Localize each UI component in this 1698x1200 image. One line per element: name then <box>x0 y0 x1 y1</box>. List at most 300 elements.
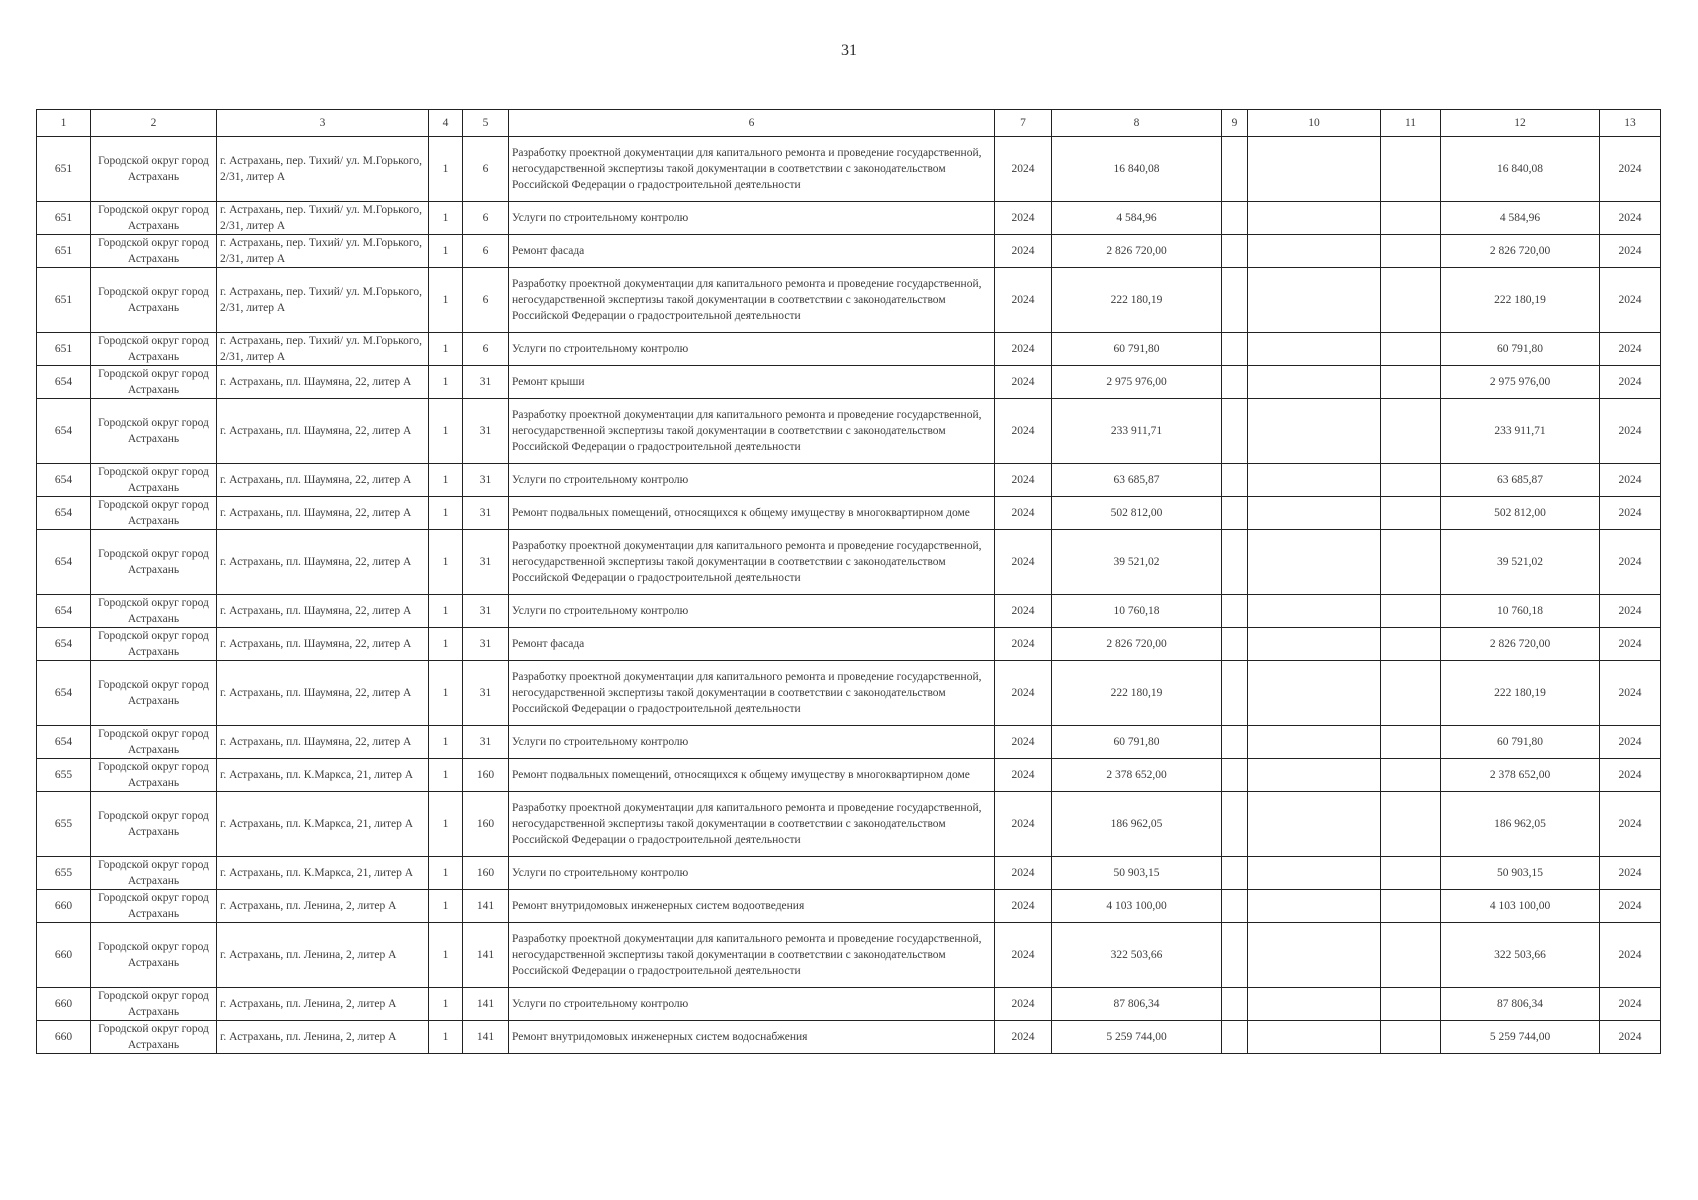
cell-completion-year: 2024 <box>1600 595 1661 628</box>
cell-col5: 31 <box>463 595 509 628</box>
cell-col10 <box>1248 235 1381 268</box>
cell-total-cost: 186 962,05 <box>1052 792 1222 857</box>
cell-address: г. Астрахань, пл. Ленина, 2, литер А <box>217 988 429 1021</box>
cell-house-id: 660 <box>37 988 91 1021</box>
header-row <box>37 110 1661 137</box>
cell-year: 2024 <box>995 726 1052 759</box>
cell-col5: 160 <box>463 759 509 792</box>
cell-year: 2024 <box>995 661 1052 726</box>
cell-fund-cost: 87 806,34 <box>1441 988 1600 1021</box>
cell-house-id: 655 <box>37 857 91 890</box>
cell-year: 2024 <box>995 1021 1052 1054</box>
cell-year: 2024 <box>995 988 1052 1021</box>
page-number: 31 <box>841 42 857 59</box>
column-header: 7 <box>995 110 1052 137</box>
cell-col4: 1 <box>429 268 463 333</box>
cell-col4: 1 <box>429 923 463 988</box>
column-header: 5 <box>463 110 509 137</box>
cell-col11 <box>1381 137 1441 202</box>
cell-address: г. Астрахань, пер. Тихий/ ул. М.Горького, 2/31, литер А <box>217 202 429 235</box>
cell-work-type: Разработку проектной документации для капитального ремонта и проведение государственной, негосударственной экспертизы такой документации в соответствии с законодательством Российской Федерации о градостроительной деятельности <box>509 268 995 333</box>
cell-address: г. Астрахань, пл. Шаумяна, 22, литер А <box>217 530 429 595</box>
cell-col11 <box>1381 497 1441 530</box>
cell-municipality: Городской округ город Астрахань <box>91 595 217 628</box>
cell-col10 <box>1248 628 1381 661</box>
cell-col4: 1 <box>429 1021 463 1054</box>
table-row <box>37 792 1661 857</box>
table-row <box>37 202 1661 235</box>
cell-completion-year: 2024 <box>1600 366 1661 399</box>
cell-address: г. Астрахань, пл. Шаумяна, 22, литер А <box>217 661 429 726</box>
cell-col4: 1 <box>429 464 463 497</box>
table-row <box>37 137 1661 202</box>
cell-col5: 31 <box>463 530 509 595</box>
table-row <box>37 923 1661 988</box>
cell-work-type: Разработку проектной документации для капитального ремонта и проведение государственной, негосударственной экспертизы такой документации в соответствии с законодательством Российской Федерации о градостроительной деятельности <box>509 923 995 988</box>
cell-col9 <box>1222 890 1248 923</box>
cell-col11 <box>1381 595 1441 628</box>
cell-completion-year: 2024 <box>1600 857 1661 890</box>
column-header: 6 <box>509 110 995 137</box>
cell-col5: 160 <box>463 857 509 890</box>
cell-col9 <box>1222 661 1248 726</box>
cell-total-cost: 4 584,96 <box>1052 202 1222 235</box>
cell-total-cost: 10 760,18 <box>1052 595 1222 628</box>
cell-col4: 1 <box>429 628 463 661</box>
cell-fund-cost: 186 962,05 <box>1441 792 1600 857</box>
cell-col9 <box>1222 726 1248 759</box>
cell-total-cost: 50 903,15 <box>1052 857 1222 890</box>
cell-col9 <box>1222 464 1248 497</box>
cell-municipality: Городской округ город Астрахань <box>91 333 217 366</box>
column-header: 12 <box>1441 110 1600 137</box>
cell-total-cost: 233 911,71 <box>1052 399 1222 464</box>
cell-col5: 141 <box>463 890 509 923</box>
cell-col10 <box>1248 890 1381 923</box>
cell-municipality: Городской округ город Астрахань <box>91 464 217 497</box>
cell-completion-year: 2024 <box>1600 988 1661 1021</box>
cell-work-type: Ремонт внутридомовых инженерных систем водоснабжения <box>509 1021 995 1054</box>
table-row <box>37 988 1661 1021</box>
cell-house-id: 654 <box>37 399 91 464</box>
cell-col10 <box>1248 268 1381 333</box>
cell-col4: 1 <box>429 792 463 857</box>
cell-completion-year: 2024 <box>1600 759 1661 792</box>
cell-year: 2024 <box>995 923 1052 988</box>
cell-completion-year: 2024 <box>1600 890 1661 923</box>
cell-col5: 6 <box>463 268 509 333</box>
cell-col10 <box>1248 857 1381 890</box>
cell-col10 <box>1248 497 1381 530</box>
cell-year: 2024 <box>995 137 1052 202</box>
cell-total-cost: 2 975 976,00 <box>1052 366 1222 399</box>
cell-work-type: Ремонт фасада <box>509 628 995 661</box>
cell-work-type: Услуги по строительному контролю <box>509 333 995 366</box>
cell-col10 <box>1248 202 1381 235</box>
cell-fund-cost: 4 584,96 <box>1441 202 1600 235</box>
cell-house-id: 654 <box>37 661 91 726</box>
cell-col4: 1 <box>429 202 463 235</box>
cell-work-type: Услуги по строительному контролю <box>509 857 995 890</box>
cell-year: 2024 <box>995 399 1052 464</box>
cell-col11 <box>1381 1021 1441 1054</box>
cell-total-cost: 2 378 652,00 <box>1052 759 1222 792</box>
cell-col5: 141 <box>463 923 509 988</box>
cell-col11 <box>1381 988 1441 1021</box>
cell-col4: 1 <box>429 137 463 202</box>
table-row <box>37 268 1661 333</box>
cell-house-id: 651 <box>37 333 91 366</box>
cell-house-id: 654 <box>37 464 91 497</box>
cell-work-type: Ремонт подвальных помещений, относящихся к общему имуществу в многоквартирном доме <box>509 497 995 530</box>
cell-completion-year: 2024 <box>1600 235 1661 268</box>
cell-total-cost: 322 503,66 <box>1052 923 1222 988</box>
cell-col11 <box>1381 399 1441 464</box>
cell-fund-cost: 50 903,15 <box>1441 857 1600 890</box>
cell-col4: 1 <box>429 497 463 530</box>
cell-address: г. Астрахань, пл. Шаумяна, 22, литер А <box>217 399 429 464</box>
cell-house-id: 654 <box>37 595 91 628</box>
cell-work-type: Ремонт фасада <box>509 235 995 268</box>
cell-col4: 1 <box>429 988 463 1021</box>
cell-address: г. Астрахань, пл. К.Маркса, 21, литер А <box>217 857 429 890</box>
cell-col10 <box>1248 661 1381 726</box>
cell-col11 <box>1381 235 1441 268</box>
cell-year: 2024 <box>995 366 1052 399</box>
cell-col9 <box>1222 857 1248 890</box>
cell-col5: 6 <box>463 202 509 235</box>
cell-col4: 1 <box>429 726 463 759</box>
cell-work-type: Ремонт внутридомовых инженерных систем водоотведения <box>509 890 995 923</box>
cell-work-type: Разработку проектной документации для капитального ремонта и проведение государственной, негосударственной экспертизы такой документации в соответствии с законодательством Российской Федерации о градостроительной деятельности <box>509 399 995 464</box>
cell-col10 <box>1248 923 1381 988</box>
cell-col10 <box>1248 726 1381 759</box>
cell-work-type: Разработку проектной документации для капитального ремонта и проведение государственной, негосударственной экспертизы такой документации в соответствии с законодательством Российской Федерации о градостроительной деятельности <box>509 530 995 595</box>
cell-col10 <box>1248 759 1381 792</box>
cell-col9 <box>1222 792 1248 857</box>
cell-year: 2024 <box>995 759 1052 792</box>
cell-fund-cost: 16 840,08 <box>1441 137 1600 202</box>
cell-col5: 31 <box>463 628 509 661</box>
cell-year: 2024 <box>995 464 1052 497</box>
cell-total-cost: 16 840,08 <box>1052 137 1222 202</box>
cell-address: г. Астрахань, пл. Ленина, 2, литер А <box>217 923 429 988</box>
cell-work-type: Разработку проектной документации для капитального ремонта и проведение государственной, негосударственной экспертизы такой документации в соответствии с законодательством Российской Федерации о градостроительной деятельности <box>509 661 995 726</box>
cell-total-cost: 60 791,80 <box>1052 726 1222 759</box>
cell-col5: 31 <box>463 661 509 726</box>
cell-house-id: 651 <box>37 202 91 235</box>
cell-total-cost: 2 826 720,00 <box>1052 628 1222 661</box>
cell-total-cost: 222 180,19 <box>1052 661 1222 726</box>
cell-work-type: Услуги по строительному контролю <box>509 595 995 628</box>
cell-fund-cost: 2 826 720,00 <box>1441 628 1600 661</box>
cell-col11 <box>1381 268 1441 333</box>
cell-col5: 31 <box>463 399 509 464</box>
column-header: 8 <box>1052 110 1222 137</box>
cell-col4: 1 <box>429 661 463 726</box>
cell-year: 2024 <box>995 530 1052 595</box>
works-register-table <box>36 109 1661 1054</box>
cell-year: 2024 <box>995 202 1052 235</box>
cell-completion-year: 2024 <box>1600 333 1661 366</box>
cell-year: 2024 <box>995 235 1052 268</box>
cell-year: 2024 <box>995 333 1052 366</box>
cell-col10 <box>1248 464 1381 497</box>
cell-total-cost: 502 812,00 <box>1052 497 1222 530</box>
cell-address: г. Астрахань, пл. Ленина, 2, литер А <box>217 890 429 923</box>
cell-col4: 1 <box>429 399 463 464</box>
cell-completion-year: 2024 <box>1600 628 1661 661</box>
cell-fund-cost: 39 521,02 <box>1441 530 1600 595</box>
cell-work-type: Услуги по строительному контролю <box>509 726 995 759</box>
cell-house-id: 660 <box>37 890 91 923</box>
cell-col11 <box>1381 333 1441 366</box>
cell-col11 <box>1381 890 1441 923</box>
cell-col5: 31 <box>463 464 509 497</box>
column-header: 11 <box>1381 110 1441 137</box>
cell-completion-year: 2024 <box>1600 268 1661 333</box>
cell-fund-cost: 60 791,80 <box>1441 333 1600 366</box>
cell-completion-year: 2024 <box>1600 464 1661 497</box>
cell-col11 <box>1381 628 1441 661</box>
cell-col9 <box>1222 399 1248 464</box>
cell-col11 <box>1381 923 1441 988</box>
column-header: 13 <box>1600 110 1661 137</box>
cell-fund-cost: 4 103 100,00 <box>1441 890 1600 923</box>
cell-col11 <box>1381 726 1441 759</box>
cell-col4: 1 <box>429 530 463 595</box>
cell-municipality: Городской округ город Астрахань <box>91 268 217 333</box>
cell-year: 2024 <box>995 595 1052 628</box>
cell-col9 <box>1222 202 1248 235</box>
cell-house-id: 655 <box>37 759 91 792</box>
cell-fund-cost: 63 685,87 <box>1441 464 1600 497</box>
cell-municipality: Городской округ город Астрахань <box>91 857 217 890</box>
table-row <box>37 399 1661 464</box>
cell-fund-cost: 2 378 652,00 <box>1441 759 1600 792</box>
cell-col11 <box>1381 464 1441 497</box>
cell-house-id: 660 <box>37 923 91 988</box>
cell-col4: 1 <box>429 890 463 923</box>
cell-municipality: Городской округ город Астрахань <box>91 726 217 759</box>
column-header: 3 <box>217 110 429 137</box>
table-row <box>37 857 1661 890</box>
cell-fund-cost: 222 180,19 <box>1441 661 1600 726</box>
cell-completion-year: 2024 <box>1600 1021 1661 1054</box>
cell-col5: 31 <box>463 497 509 530</box>
cell-house-id: 654 <box>37 530 91 595</box>
cell-house-id: 651 <box>37 137 91 202</box>
cell-work-type: Разработку проектной документации для капитального ремонта и проведение государственной, негосударственной экспертизы такой документации в соответствии с законодательством Российской Федерации о градостроительной деятельности <box>509 792 995 857</box>
cell-address: г. Астрахань, пер. Тихий/ ул. М.Горького, 2/31, литер А <box>217 137 429 202</box>
cell-col11 <box>1381 661 1441 726</box>
cell-year: 2024 <box>995 857 1052 890</box>
cell-col4: 1 <box>429 366 463 399</box>
cell-col4: 1 <box>429 857 463 890</box>
cell-total-cost: 222 180,19 <box>1052 268 1222 333</box>
cell-total-cost: 60 791,80 <box>1052 333 1222 366</box>
cell-col11 <box>1381 202 1441 235</box>
cell-col9 <box>1222 497 1248 530</box>
cell-house-id: 655 <box>37 792 91 857</box>
cell-house-id: 654 <box>37 726 91 759</box>
table-row <box>37 890 1661 923</box>
cell-completion-year: 2024 <box>1600 497 1661 530</box>
cell-col11 <box>1381 857 1441 890</box>
cell-col9 <box>1222 530 1248 595</box>
cell-fund-cost: 60 791,80 <box>1441 726 1600 759</box>
cell-municipality: Городской округ город Астрахань <box>91 1021 217 1054</box>
cell-fund-cost: 222 180,19 <box>1441 268 1600 333</box>
cell-municipality: Городской округ город Астрахань <box>91 661 217 726</box>
cell-municipality: Городской округ город Астрахань <box>91 923 217 988</box>
cell-total-cost: 4 103 100,00 <box>1052 890 1222 923</box>
cell-municipality: Городской округ город Астрахань <box>91 890 217 923</box>
column-header: 4 <box>429 110 463 137</box>
cell-house-id: 660 <box>37 1021 91 1054</box>
cell-fund-cost: 2 826 720,00 <box>1441 235 1600 268</box>
cell-col9 <box>1222 268 1248 333</box>
cell-fund-cost: 322 503,66 <box>1441 923 1600 988</box>
cell-municipality: Городской округ город Астрахань <box>91 399 217 464</box>
column-header: 1 <box>37 110 91 137</box>
cell-municipality: Городской округ город Астрахань <box>91 792 217 857</box>
column-header: 10 <box>1248 110 1381 137</box>
table-body <box>37 137 1661 1054</box>
cell-col10 <box>1248 1021 1381 1054</box>
cell-address: г. Астрахань, пл. Шаумяна, 22, литер А <box>217 595 429 628</box>
cell-address: г. Астрахань, пл. Шаумяна, 22, литер А <box>217 366 429 399</box>
cell-col10 <box>1248 137 1381 202</box>
cell-house-id: 654 <box>37 497 91 530</box>
table-row <box>37 464 1661 497</box>
cell-address: г. Астрахань, пл. К.Маркса, 21, литер А <box>217 792 429 857</box>
cell-col9 <box>1222 235 1248 268</box>
cell-year: 2024 <box>995 628 1052 661</box>
table-row <box>37 628 1661 661</box>
cell-fund-cost: 233 911,71 <box>1441 399 1600 464</box>
cell-house-id: 651 <box>37 268 91 333</box>
cell-col9 <box>1222 333 1248 366</box>
cell-col11 <box>1381 530 1441 595</box>
cell-work-type: Разработку проектной документации для капитального ремонта и проведение государственной, негосударственной экспертизы такой документации в соответствии с законодательством Российской Федерации о градостроительной деятельности <box>509 137 995 202</box>
cell-fund-cost: 10 760,18 <box>1441 595 1600 628</box>
cell-house-id: 651 <box>37 235 91 268</box>
cell-total-cost: 2 826 720,00 <box>1052 235 1222 268</box>
cell-col4: 1 <box>429 595 463 628</box>
cell-col9 <box>1222 1021 1248 1054</box>
cell-total-cost: 39 521,02 <box>1052 530 1222 595</box>
cell-address: г. Астрахань, пл. Ленина, 2, литер А <box>217 1021 429 1054</box>
cell-col9 <box>1222 366 1248 399</box>
cell-col5: 160 <box>463 792 509 857</box>
cell-col5: 6 <box>463 235 509 268</box>
cell-fund-cost: 502 812,00 <box>1441 497 1600 530</box>
cell-year: 2024 <box>995 890 1052 923</box>
cell-col9 <box>1222 595 1248 628</box>
cell-year: 2024 <box>995 792 1052 857</box>
cell-col10 <box>1248 366 1381 399</box>
cell-year: 2024 <box>995 268 1052 333</box>
table-row <box>37 726 1661 759</box>
cell-fund-cost: 5 259 744,00 <box>1441 1021 1600 1054</box>
cell-col10 <box>1248 530 1381 595</box>
cell-municipality: Городской округ город Астрахань <box>91 202 217 235</box>
cell-address: г. Астрахань, пер. Тихий/ ул. М.Горького, 2/31, литер А <box>217 235 429 268</box>
table-row <box>37 366 1661 399</box>
cell-col10 <box>1248 988 1381 1021</box>
table-row <box>37 595 1661 628</box>
cell-col11 <box>1381 366 1441 399</box>
cell-col5: 31 <box>463 366 509 399</box>
table-row <box>37 235 1661 268</box>
cell-completion-year: 2024 <box>1600 202 1661 235</box>
cell-completion-year: 2024 <box>1600 726 1661 759</box>
cell-total-cost: 63 685,87 <box>1052 464 1222 497</box>
cell-municipality: Городской округ город Астрахань <box>91 497 217 530</box>
cell-completion-year: 2024 <box>1600 137 1661 202</box>
cell-address: г. Астрахань, пер. Тихий/ ул. М.Горького, 2/31, литер А <box>217 268 429 333</box>
cell-col5: 141 <box>463 1021 509 1054</box>
table-row <box>37 661 1661 726</box>
cell-work-type: Услуги по строительному контролю <box>509 464 995 497</box>
cell-col5: 6 <box>463 333 509 366</box>
cell-total-cost: 5 259 744,00 <box>1052 1021 1222 1054</box>
cell-address: г. Астрахань, пл. Шаумяна, 22, литер А <box>217 726 429 759</box>
cell-work-type: Услуги по строительному контролю <box>509 988 995 1021</box>
cell-completion-year: 2024 <box>1600 530 1661 595</box>
cell-col9 <box>1222 759 1248 792</box>
cell-house-id: 654 <box>37 628 91 661</box>
table-row <box>37 333 1661 366</box>
cell-completion-year: 2024 <box>1600 399 1661 464</box>
cell-completion-year: 2024 <box>1600 792 1661 857</box>
cell-work-type: Ремонт крыши <box>509 366 995 399</box>
cell-col9 <box>1222 923 1248 988</box>
cell-municipality: Городской округ город Астрахань <box>91 628 217 661</box>
cell-municipality: Городской округ город Астрахань <box>91 235 217 268</box>
cell-col11 <box>1381 759 1441 792</box>
cell-col9 <box>1222 628 1248 661</box>
cell-year: 2024 <box>995 497 1052 530</box>
cell-municipality: Городской округ город Астрахань <box>91 137 217 202</box>
cell-col11 <box>1381 792 1441 857</box>
table-row <box>37 759 1661 792</box>
cell-col10 <box>1248 595 1381 628</box>
cell-total-cost: 87 806,34 <box>1052 988 1222 1021</box>
cell-municipality: Городской округ город Астрахань <box>91 530 217 595</box>
cell-col9 <box>1222 988 1248 1021</box>
cell-col5: 141 <box>463 988 509 1021</box>
cell-address: г. Астрахань, пер. Тихий/ ул. М.Горького, 2/31, литер А <box>217 333 429 366</box>
column-header: 2 <box>91 110 217 137</box>
table-row <box>37 497 1661 530</box>
table-row <box>37 530 1661 595</box>
cell-col5: 31 <box>463 726 509 759</box>
cell-col10 <box>1248 333 1381 366</box>
cell-work-type: Услуги по строительному контролю <box>509 202 995 235</box>
cell-col4: 1 <box>429 333 463 366</box>
cell-municipality: Городской округ город Астрахань <box>91 759 217 792</box>
cell-address: г. Астрахань, пл. К.Маркса, 21, литер А <box>217 759 429 792</box>
cell-work-type: Ремонт подвальных помещений, относящихся к общему имуществу в многоквартирном доме <box>509 759 995 792</box>
column-header: 9 <box>1222 110 1248 137</box>
cell-col5: 6 <box>463 137 509 202</box>
cell-col10 <box>1248 792 1381 857</box>
cell-col4: 1 <box>429 235 463 268</box>
cell-col9 <box>1222 137 1248 202</box>
cell-col10 <box>1248 399 1381 464</box>
